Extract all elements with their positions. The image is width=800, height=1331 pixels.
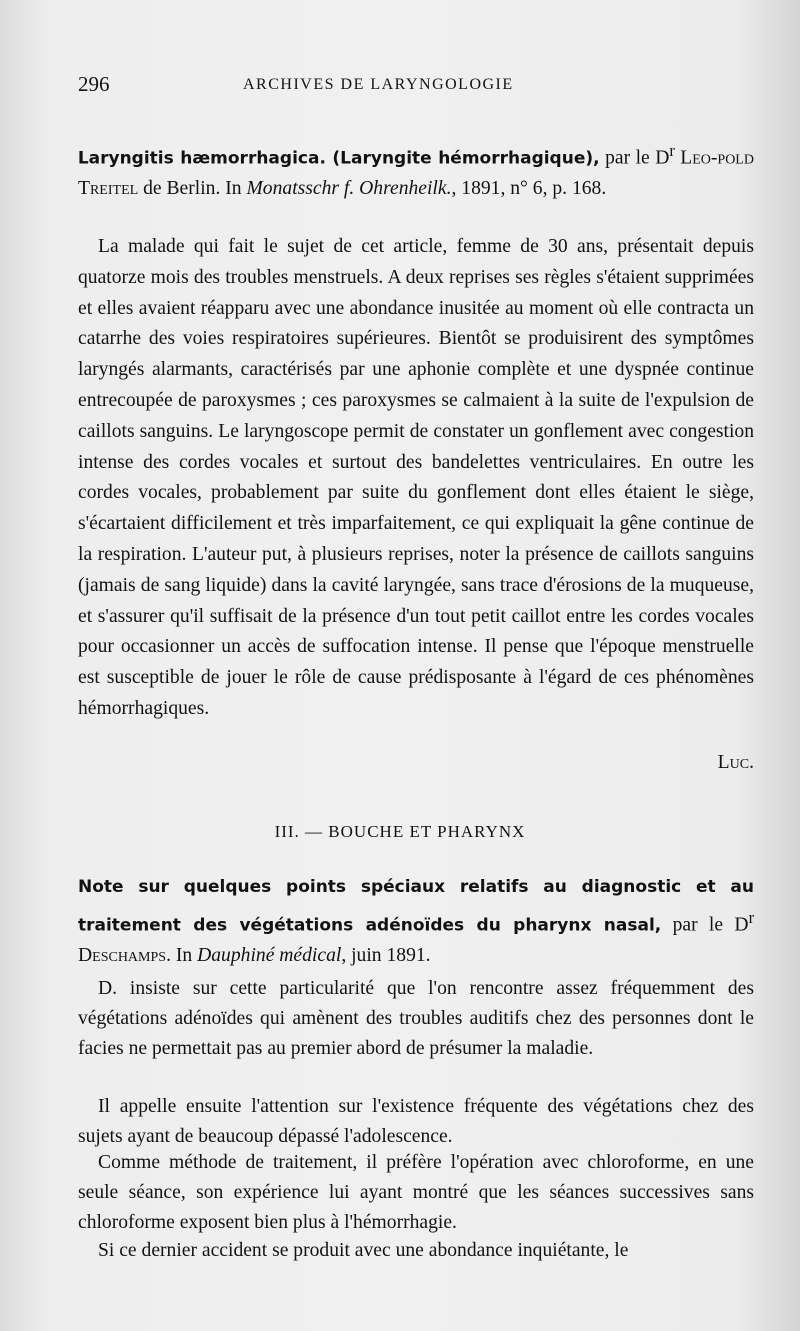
running-head: ARCHIVES DE LARYNGOLOGIE — [243, 76, 514, 93]
entry-2-heading — [78, 872, 754, 972]
page-number: 296 — [78, 72, 110, 96]
entry-1-body: La malade qui fait le sujet de cet article, femme de 30 ans, présentait depuis quatorze mois des troubles menstruels. A deux reprises ses règles s'étaient supprimées et elles avaient réapparu avec une abondance inusitée au moment où elle contracta un catarrhe des voies respiratoires supérieures. Bientôt se produisirent des symptômes laryngés alarmants, caractérisés par une aphonie complète et une dyspnée continue entrecoupée de paroxysmes ; ces paroxysmes se calmaient à la suite de l'expulsion de caillots sanguins. Le laryngoscope permit de constater un gonflement avec congestion intense des cordes vocales et surtout des bandelettes ventriculaires. En outre les cordes vocales, probablement par suite du gonflement dont elles étaient le siège, s'écartaient difficilement et très imparfaitement, ce qui expliquait la gêne continue de la respiration. L'auteur put, à plusieurs reprises, noter la présence de caillots sanguins (jamais de sang liquide) dans la cavité laryngée, sans trace d'érosions de la muqueuse, et s'assurer qu'il suffisait de la présence d'un tout petit caillot entre les cordes vocales pour occasionner un accès de suffocation intense. Il pense que l'époque menstruelle est susceptible de jouer le rôle de cause prédisposante à l'égard de ces phénomènes hémorrhagiques. — [78, 236, 754, 719]
entry-2-origin: . In — [166, 945, 198, 967]
entry-2-by: par le D — [661, 914, 749, 936]
entry-2-ref: , juin 1891. — [341, 945, 431, 967]
entry-1-journal: Monatsschr f. Ohrenheilk. — [246, 178, 452, 200]
entry-1-title: Laryngitis hæmorrhagica. (Laryngite hémorrhagique), — [77, 148, 600, 169]
entry-1-origin: de Berlin. In — [138, 178, 247, 200]
section-title: III. — BOUCHE ET PHARYNX — [274, 822, 526, 841]
entry-1-signature: Luc. — [717, 752, 754, 773]
entry-2-paragraph-2: Il appelle ensuite l'attention sur l'existence fréquente des végétations chez des sujets ayant de beaucoup dépassé l'adolescence. — [78, 1096, 754, 1147]
entry-1-author: Leo-pold Treitel — [78, 147, 754, 200]
entry-2-journal: Dauphiné médical — [197, 945, 342, 967]
entry-2-author: Deschamps — [78, 945, 167, 967]
entry-2-paragraph-3: Comme méthode de traitement, il préfère l'opération avec chloroforme, en une seule séance, son expérience lui ayant montré que les séances successives sans chloroforme exposent bien plus à l'hémorrhagie. — [78, 1152, 754, 1233]
entry-1-dr-sup: r — [669, 141, 675, 160]
entry-2-paragraph-1: D. insiste sur cette particularité que l'on rencontre assez fréquemment des végétations adénoïdes qui amènent des troubles auditifs chez des personnes dont le facies ne permettait pas au premier abord de présumer la maladie. — [78, 978, 754, 1059]
entry-1-heading — [78, 136, 754, 205]
entry-1-ref: , 1891, n° 6, p. 168. — [451, 178, 607, 200]
entry-2-dr-sup: r — [748, 907, 754, 927]
entry-2-paragraph-4: Si ce dernier accident se produit avec une abondance inquiétante, le — [98, 1240, 629, 1261]
entry-1-by: par le D — [599, 147, 670, 169]
entry-2-title: Note sur quelques points spéciaux relatifs au diagnostic et au traitement des végétations adénoïdes du pharynx nasal, — [78, 877, 754, 936]
